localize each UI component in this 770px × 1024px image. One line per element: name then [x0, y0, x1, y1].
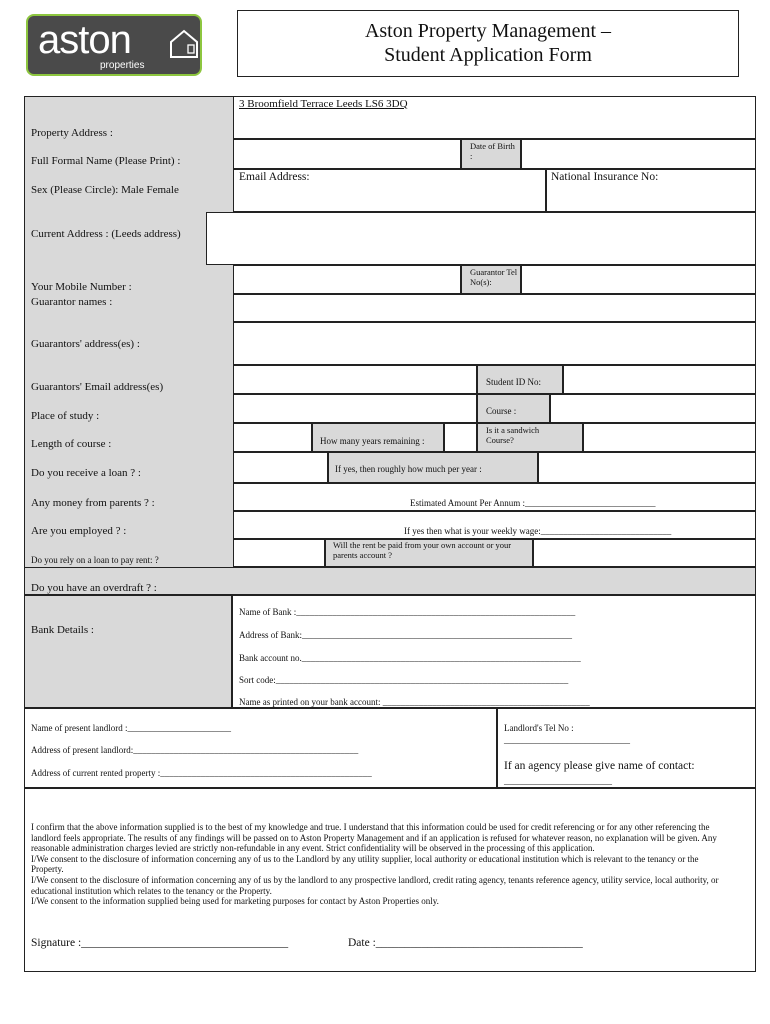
rented-address-label: Address of current rented property :_______________________________________________: [31, 768, 372, 778]
full-name-field[interactable]: [233, 139, 461, 169]
declaration-p4: I/We consent to the information supplied being used for marketing purposes for contact by Aston Properties only.: [31, 896, 439, 907]
guarantor-tel-label: Guarantor Tel No(s):: [470, 267, 518, 287]
guarantor-names-field[interactable]: [233, 294, 756, 322]
logo-word: aston: [38, 18, 131, 62]
guarantor-names-label: Guarantor names :: [31, 296, 113, 308]
current-address-field[interactable]: [206, 212, 756, 265]
sort-code-label: Sort code:_________________________________________________________________: [239, 675, 569, 685]
employed-label: Are you employed ? :: [31, 525, 127, 537]
declaration-p2: I/We consent to the disclosure of information concerning any of us to the Landlord by any utility supplier, local authority or educational institution which is relevant to the tenancy or the Property.: [31, 853, 699, 875]
bank-account-label: Bank account no.______________________________________________________________: [239, 653, 581, 663]
guarantor-email-label: Guarantors' Email address(es): [31, 381, 164, 393]
landlord-tel-line: ____________________________: [504, 735, 630, 745]
date-field[interactable]: Date :____________________________________: [348, 937, 583, 949]
aston-logo: [26, 14, 202, 76]
current-address-label: Current Address : (Leeds address): [31, 228, 181, 240]
declaration-p1: I confirm that the above information supplied is to the best of my knowledge and true. I understand that this information could be used for credit referencing or for any other referencing the landlord feels appropriate. The results of any findings will be passed on to Aston Property Management and if an application is refused for whatever reason, no explanation will be given. Any reasonable administration charges levied are strictly non-refundable in any event. Strict confidentiality will be observed in the processing of this application.: [31, 822, 717, 854]
guarantor-address-label: Guarantors' address(es) :: [31, 338, 140, 350]
sex-label: Sex (Please Circle): Male Female: [31, 184, 179, 196]
loan-amount-field[interactable]: [538, 452, 756, 483]
place-of-study-field[interactable]: [233, 394, 477, 423]
years-remaining-field[interactable]: [444, 423, 477, 452]
name-on-account-label: Name as printed on your bank account: ______________________________________________: [239, 697, 590, 707]
rent-paid-from-field[interactable]: [533, 539, 756, 567]
bank-address-label: Address of Bank:____________________________________________________________: [239, 630, 572, 640]
dob-field[interactable]: [521, 139, 756, 169]
guarantor-email-field[interactable]: [233, 365, 477, 394]
course-field[interactable]: [550, 394, 756, 423]
landlord-tel-label: Landlord's Tel No :: [504, 723, 574, 733]
declaration-text: [31, 822, 721, 907]
ni-label: National Insurance No:: [551, 171, 659, 183]
loan-amount-label: If yes, then roughly how much per year :: [335, 464, 482, 474]
property-address-label: Property Address :: [31, 127, 113, 139]
place-of-study-label: Place of study :: [31, 410, 100, 422]
estimated-label: Estimated Amount Per Annum :_____________________________: [410, 498, 656, 508]
loan-rent-label: Do you rely on a loan to pay rent: ?: [31, 555, 159, 565]
bank-name-label: Name of Bank :______________________________________________________________: [239, 607, 576, 617]
landlord-address-label: Address of present landlord:__________________________________________________: [31, 745, 359, 755]
full-name-label: Full Formal Name (Please Print) :: [31, 155, 181, 167]
mobile-field[interactable]: [233, 265, 461, 294]
course-label: Course :: [486, 406, 517, 416]
student-id-field[interactable]: [563, 365, 756, 394]
title-line1: Aston Property Management –: [364, 20, 612, 42]
bank-details-label: Bank Details :: [31, 624, 94, 636]
house-icon: [168, 28, 200, 60]
sandwich-label: Is it a sandwich Course?: [486, 425, 540, 445]
dob-label: Date of Birth :: [470, 141, 515, 161]
guarantor-address-field[interactable]: [233, 322, 756, 365]
guarantor-tel-field[interactable]: [521, 265, 756, 294]
form-title: [237, 10, 739, 77]
signature-field[interactable]: Signature :____________________________________: [31, 937, 289, 949]
length-of-course-label: Length of course :: [31, 438, 112, 450]
loan-rent-field[interactable]: [233, 539, 325, 567]
logo-sub: properties: [100, 60, 145, 71]
loan-field[interactable]: [233, 452, 328, 483]
parents-money-label: Any money from parents ? :: [31, 497, 155, 509]
landlord-name-label: Name of present landlord :_______________________: [31, 723, 231, 733]
loan-label: Do you receive a loan ? :: [31, 467, 141, 479]
mobile-label: Your Mobile Number :: [31, 281, 132, 293]
rent-paid-from-label: Will the rent be paid from your own account or your parents account ?: [333, 540, 512, 560]
agency-line: ________________________: [504, 776, 612, 786]
property-address-value: 3 Broomfield Terrace Leeds LS6 3DQ: [239, 98, 408, 110]
declaration-p3: I/We consent to the disclosure of information concerning any of us by the landlord to any prospective landlord, credit rating agency, tenants reference agency, utility service, local authority, or educational institution which relates to the tenancy or the Property.: [31, 874, 719, 896]
student-id-label: Student ID No:: [486, 377, 541, 387]
weekly-wage-label: If yes then what is your weekly wage:_____________________________: [404, 526, 672, 536]
agency-label: If an agency please give name of contact:: [504, 760, 695, 772]
title-line2: Student Application Form: [384, 44, 592, 66]
years-remaining-label: How many years remaining :: [320, 436, 425, 446]
length-of-course-field[interactable]: [233, 423, 312, 452]
overdraft-label: Do you have an overdraft ? :: [31, 582, 157, 594]
bank-details-label-cell: [24, 595, 232, 708]
sandwich-field[interactable]: [583, 423, 756, 452]
email-label: Email Address:: [239, 171, 310, 183]
